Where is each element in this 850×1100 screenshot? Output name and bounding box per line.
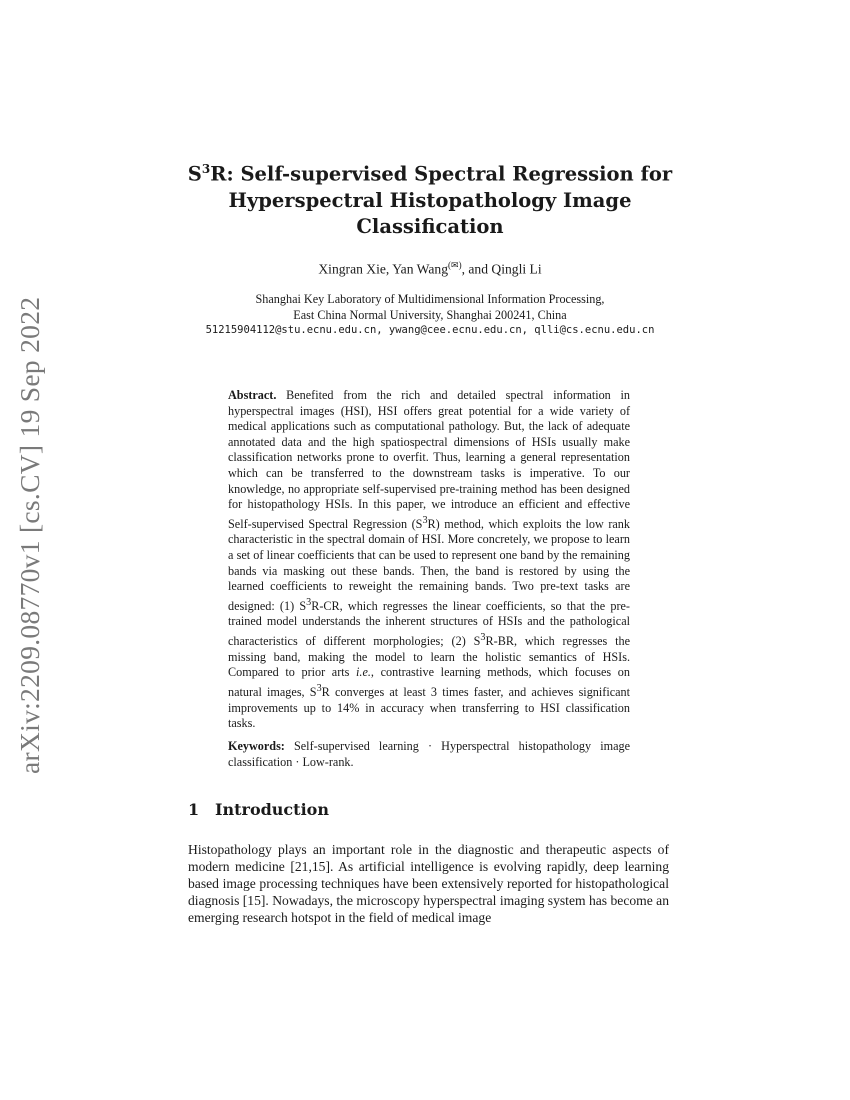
author-list [160, 260, 700, 278]
arxiv-identifier: arXiv:2209.08770v1 [cs.CV] 19 Sep 2022 [14, 296, 45, 774]
title-superscript: 3 [201, 162, 211, 176]
authors-last: , and Qingli Li [461, 261, 542, 277]
abstract [228, 388, 630, 732]
abstract-part-4: R-BR, which regresses the missing band, making the model to learn the holistic semantics of HSIs. Compared to prior arts [228, 634, 630, 680]
abstract-part-2: R) method, which exploits the low rank characteristic in the spectral domain of HSI. More concretely, we propose to learn a set of linear coefficients that can be used to represent one band by the remaining bands via masking out these bands. Then, the band is restored by using the learned coefficients to reweight the remaining bands. Two pre-text tasks are designed: (1) S [228, 516, 630, 613]
introduction-paragraph: Histopathology plays an important role in the diagnostic and therapeutic aspects of modern medicine [21,15]. As artificial intelligence is evolving rapidly, deep learning based image processing techniques have been extensively reported for histopathological diagnosis [15]. Nowadays, the microscopy hyperspectral imaging system has become an emerging research hotspot in the field of medical image [188, 842, 669, 926]
abstract-part-5: , contrastive learning methods, which focuses on natural images, S [228, 665, 630, 699]
abstract-label: Abstract. [228, 388, 277, 402]
corresponding-author-mark: (✉) [448, 260, 462, 270]
paper-title [160, 156, 700, 240]
abstract-part-3: R-CR, which regresses the linear coefficients, so that the pre-trained model understands the inherent structures of HSIs and the pathological characteristics of different morphologies; (2) S [228, 598, 630, 649]
section-number: 1 [188, 800, 200, 819]
keywords [228, 739, 630, 770]
abstract-sup-4: 3 [316, 682, 322, 694]
affiliation-line-1: Shanghai Key Laboratory of Multidimensional Information Processing, [255, 292, 605, 306]
title-rest: R: Self-supervised Spectral Regression for Hyperspectral Histopathology Image Classification [210, 162, 673, 238]
abstract-part-1: Benefited from the rich and detailed spectral information in hyperspectral images (HSI), HSI offers great potential for a wide variety of medical applications such as computational pathology. But, the lack of adequate annotated data and the high spatiospectral dimensions of HSIs usually make classification networks prone to overfit. Thus, learning a general representation which can be transferred to the downstream tasks is imperative. To our knowledge, no appropriate self-supervised pre-training method has been designed for histopathology HSIs. In this paper, we introduce an efficient and effective Self-supervised Spectral Regression (S [228, 388, 630, 531]
title-s: S [187, 162, 202, 186]
affiliation-line-2: East China Normal University, Shanghai 200241, China [293, 307, 567, 322]
abstract-sup-3: 3 [480, 632, 486, 644]
author-emails: 51215904112@stu.ecnu.edu.cn, ywang@cee.ecnu.edu.cn, qlli@cs.ecnu.edu.cn [205, 324, 655, 337]
abstract-sup-1: 3 [422, 514, 428, 526]
authors-first: Xingran Xie, Yan Wang [318, 261, 449, 277]
section-title: Introduction [215, 800, 329, 819]
section-heading [188, 800, 329, 819]
keywords-label: Keywords: [228, 739, 285, 753]
abstract-ie: i.e. [356, 665, 371, 680]
abstract-sup-2: 3 [306, 596, 312, 608]
abstract-part-6: R converges at least 3 times faster, and achieves significant improvements up to 14% in accuracy when transferring to HSI classification tasks. [228, 684, 631, 731]
affiliation-block [160, 292, 700, 339]
keywords-text: Self-supervised learning · Hyperspectral histopathology image classification · Low-rank. [228, 739, 630, 769]
